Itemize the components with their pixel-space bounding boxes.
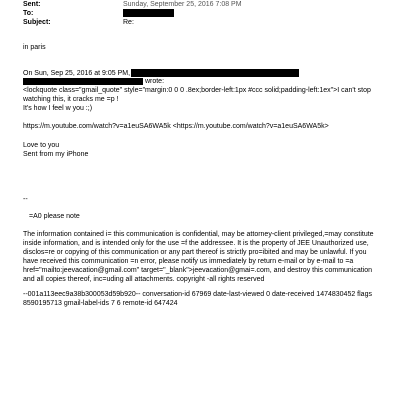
quote-line-3: It's how I feel w you :;)	[23, 105, 93, 112]
subject-value: Re:	[123, 19, 134, 26]
confidentiality-notice: The information contained i= this communication is confidential, may be attorney-client privileged,=may constitute inside information, and is intended only for the use =f the addressee. It is the property of JEE Unauthorized use, disclos=re or copying of this communication or any part thereof is strictly pro=ibited and may be unlawful. If you have received this communication =n error, please notify us immediately by return e-mail or by e-mail to =a href="mailto:jeevacation@gmail.com" target="_blank">jeevacation@gmai=.com, and destroy this communication and all copies thereof, inc=uding all attachments. copyright -all rights reserved	[23, 231, 374, 283]
quote-intro-line2	[23, 77, 164, 86]
youtube-link-line[interactable]: https://m.youtube.com/watch?v=a1euSA6WA5k <https://m.youtube.com/watch?v=a1euSA6WA5k>	[23, 123, 329, 130]
sender-redaction	[131, 69, 299, 77]
meta-line-1: --001a113eec9a38b300053d59b920-- conversation-id 67969 date-last-viewed 0 date-received 1474830452 flags	[23, 291, 372, 298]
sent-value: Sunday, September 25, 2016 7:08 PM	[123, 1, 242, 8]
sent-label: Sent:	[23, 1, 41, 8]
please-note-line: =A0 please note	[29, 213, 80, 220]
quote-intro-date: On Sun, Sep 25, 2016 at 9:05 PM,	[23, 70, 131, 77]
signature-separator: --	[23, 196, 28, 203]
to-value	[123, 9, 174, 18]
to-label: To:	[23, 10, 34, 17]
quote-line-2: watching this, it cracks me =p !	[23, 96, 119, 103]
love-line: Love to you	[23, 142, 60, 149]
subject-label: Subject:	[23, 19, 51, 26]
quote-line-1: <lockquote class="gmail_quote" style="margin:0 0 0 .8ex;border-left:1px #ccc solid;padding-left:1ex">I can't stop	[23, 87, 371, 94]
meta-line-2: 8590195713 gmail-label-ids 7 6 remote-id 647424	[23, 300, 178, 307]
sender-redaction-2	[23, 78, 143, 85]
to-redaction	[123, 9, 174, 17]
quote-intro-wrote: wrote:	[144, 78, 165, 85]
body-line-in-paris: in paris	[23, 44, 46, 51]
sent-from-line: Sent from my iPhone	[23, 151, 89, 158]
